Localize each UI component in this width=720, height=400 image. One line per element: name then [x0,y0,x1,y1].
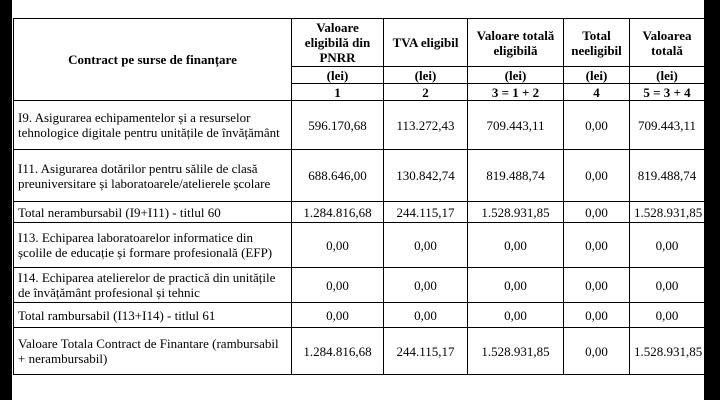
header-col-2: TVA eligibil [384,19,468,67]
table-row [14,268,705,303]
cell-value: 709.443,11 [468,101,564,150]
header-row [14,19,705,67]
cell-value: 1.528.931,85 [630,328,705,375]
header-col-3: Valoare totală eligibilă [468,19,564,67]
table-row-grand-total [14,328,705,375]
financing-table [13,18,705,375]
cell-value: 0,00 [630,303,705,328]
cell-value: 1.528.931,85 [468,202,564,223]
cell-value: 0,00 [468,223,564,268]
cell-value: 0,00 [384,223,468,268]
cell-value: 0,00 [564,223,630,268]
unit-col-4: (lei) [564,67,630,84]
cell-value: 0,00 [564,101,630,150]
table-row [14,150,705,202]
formula-col-4: 4 [564,84,630,101]
row-label-text: I13. Echiparea laboratoarelor informatice din școlile de educație și formare profesională (EFP) [18,230,273,260]
row-label-text: I9. Asigurarea echipamentelor și a resurselor tehnologice digitale pentru unitățile de învățământ [18,110,280,140]
table-row-total [14,202,705,223]
header-first-col: Contract pe surse de finanțare [14,19,292,101]
row-label-text: I11. Asigurarea dotărilor pentru sălile de clasă preuniversitare și laboratoarele/atelierele școlare [18,160,271,191]
cell-value: 688.646,00 [292,150,384,202]
cell-value: 0,00 [384,268,468,303]
row-label-text: I14. Echiparea atelierelor de practică din unitățile de învățământ profesional și tehnic [18,270,276,300]
unit-col-1: (lei) [292,67,384,84]
left-black-border [0,0,12,400]
cell-value: 244.115,17 [384,202,468,223]
cell-value: 1.284.816,68 [292,202,384,223]
cell-value: 0,00 [630,223,705,268]
row-label: Total nerambursabil (I9+I11) - titlul 60 [14,202,292,223]
cell-value: 244.115,17 [384,328,468,375]
header-col-4: Total neeligibil [564,19,630,67]
table-row [14,223,705,268]
cell-value: 0,00 [292,303,384,328]
right-black-border [704,0,720,400]
cell-value: 0,00 [468,303,564,328]
cell-value: 0,00 [564,268,630,303]
row-label: Total rambursabil (I13+I14) - titlul 61 [14,303,292,328]
table-row [14,101,705,150]
row-label [14,268,292,303]
cell-value: 0,00 [384,303,468,328]
cell-value: 0,00 [292,223,384,268]
header-col-5: Valoarea totală [630,19,705,67]
unit-col-3: (lei) [468,67,564,84]
formula-col-5: 5 = 3 + 4 [630,84,705,101]
unit-col-5: (lei) [630,67,705,84]
cell-value: 130.842,74 [384,150,468,202]
cell-value: 0,00 [630,268,705,303]
cell-value: 0,00 [564,328,630,375]
cell-value: 0,00 [564,303,630,328]
row-label [14,101,292,150]
formula-col-1: 1 [292,84,384,101]
header-col-1: Valoare eligibilă din PNRR [292,19,384,67]
formula-col-2: 2 [384,84,468,101]
unit-col-2: (lei) [384,67,468,84]
cell-value: 819.488,74 [468,150,564,202]
cell-value: 1.528.931,85 [468,328,564,375]
cell-value: 0,00 [292,268,384,303]
cell-value: 0,00 [468,268,564,303]
cell-value: 113.272,43 [384,101,468,150]
cell-value: 0,00 [564,150,630,202]
table-row-total [14,303,705,328]
cell-value: 709.443,11 [630,101,705,150]
formula-col-3: 3 = 1 + 2 [468,84,564,101]
cell-value: 819.488,74 [630,150,705,202]
cell-value: 0,00 [564,202,630,223]
row-label [14,150,292,202]
row-label: Valoare Totala Contract de Finantare (rambursabil + nerambursabil) [14,328,292,375]
cell-value: 1.284.816,68 [292,328,384,375]
cell-value: 1.528.931,85 [630,202,705,223]
cell-value: 596.170,68 [292,101,384,150]
row-label [14,223,292,268]
